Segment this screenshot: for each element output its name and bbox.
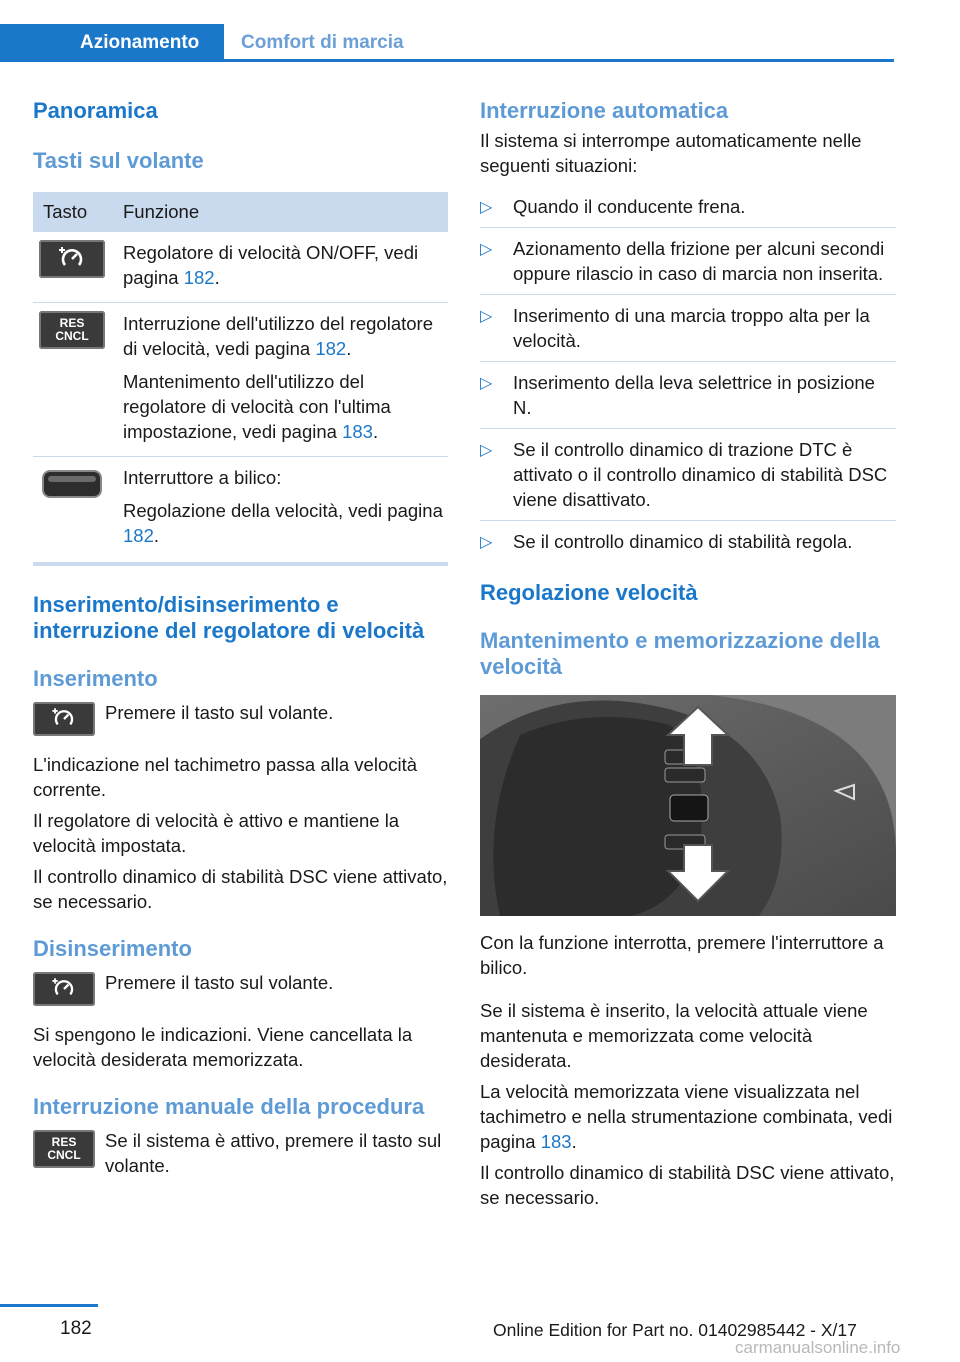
page-link[interactable]: 183 xyxy=(342,421,373,442)
table-cell-text: Interruzione dell'utilizzo del regolatore di velocità, vedi pagina 182. xyxy=(123,313,433,359)
table-header-funzione: Funzione xyxy=(117,192,448,232)
table-bottom-rule xyxy=(33,562,448,566)
paragraph: Si spengono le indicazioni. Viene cancellata la velocità desiderata memorizzata. xyxy=(33,1024,413,1070)
subsection-title-interruzione-manuale: Interruzione manuale della procedura xyxy=(33,1094,425,1119)
paragraph: Il regolatore di velocità è attivo e mantiene la velocità impostata. xyxy=(33,810,400,856)
table-header-row xyxy=(33,192,448,232)
paragraph: Il sistema si interrompe automaticamente nelle seguenti situazioni: xyxy=(480,130,862,176)
section-title-regolazione-velocita: Regolazione velocità xyxy=(480,580,698,605)
paragraph: Con la funzione interrotta, premere l'interruttore a bilico. xyxy=(480,932,884,978)
page-link[interactable]: 182 xyxy=(315,338,347,359)
table-cell-text: Regolatore di velocità ON/OFF, vedi pagina 182. xyxy=(123,242,419,288)
list-item: ▷ Inserimento di una marcia troppo alta per la velocità. xyxy=(480,295,896,362)
section-title-inserimento-disinserimento: Inserimento/disinserimento e interruzione del regolatore di velocità xyxy=(33,592,425,643)
paragraph: Il controllo dinamico di stabilità DSC viene attivato, se necessario. xyxy=(33,866,448,912)
tab-comfort-di-marcia[interactable]: Comfort di marcia xyxy=(241,32,404,53)
page-link[interactable]: 182 xyxy=(123,525,154,546)
triangle-bullet-icon: ▷ xyxy=(480,241,493,258)
header-tabs xyxy=(0,24,894,62)
paragraph: La velocità memorizzata viene visualizzata nel tachimetro e nella strumentazione combinata, vedi pagina 183. xyxy=(480,1081,893,1152)
table-cell-text: Regolazione della velocità, vedi pagina 182. xyxy=(123,500,443,546)
list-item: ▷ Quando il conducente frena. xyxy=(480,186,896,228)
table-row xyxy=(33,457,448,561)
res-cncl-icon: RES CNCL xyxy=(33,1130,95,1168)
left-column xyxy=(33,98,448,1178)
footer-rule xyxy=(0,1304,98,1307)
list-item: ▷ Se il controllo dinamico di stabilità regola. xyxy=(480,521,896,562)
paragraph: Il controllo dinamico di stabilità DSC viene attivato, se necessario. xyxy=(480,1162,895,1208)
list-item: ▷ Se il controllo dinamico di trazione DTC è attivato o il controllo dinamico di stabilità DSC viene disattivato. xyxy=(480,429,896,521)
table-cell-text: Interruttore a bilico: xyxy=(123,467,282,488)
steering-wheel-photo xyxy=(480,695,896,916)
subsection-title-mantenimento: Mantenimento e memorizzazione della velocità xyxy=(480,628,880,679)
subsection-title-disinserimento: Disinserimento xyxy=(33,936,192,961)
watermark: carmanualsonline.info xyxy=(735,1338,901,1357)
triangle-bullet-icon: ▷ xyxy=(480,308,493,325)
table-row xyxy=(33,232,448,303)
instruction-text: Premere il tasto sul volante. xyxy=(105,702,334,723)
cruise-control-icon xyxy=(39,240,105,278)
page-link[interactable]: 183 xyxy=(540,1131,572,1152)
triangle-bullet-icon: ▷ xyxy=(480,375,493,392)
instruction-text: Se il sistema è attivo, premere il tasto sul volante. xyxy=(105,1130,442,1176)
tab-azionamento[interactable]: Azionamento xyxy=(0,24,224,62)
icon-instruction-row xyxy=(33,700,448,736)
paragraph: Se il sistema è inserito, la velocità attuale viene mantenuta e memorizzata come velocità desiderata. xyxy=(480,1000,868,1071)
instruction-text: Premere il tasto sul volante. xyxy=(105,972,334,993)
triangle-bullet-icon: ▷ xyxy=(480,442,493,459)
rocker-switch-icon xyxy=(39,465,105,503)
icon-instruction-row xyxy=(33,970,448,1006)
page-number: 182 xyxy=(60,1318,92,1339)
res-cncl-icon: RES CNCL xyxy=(39,311,105,349)
subsection-title-interruzione-automatica: Interruzione automatica xyxy=(480,98,729,123)
cruise-control-icon xyxy=(33,972,95,1006)
subsection-title-inserimento: Inserimento xyxy=(33,666,158,691)
header-rule xyxy=(0,59,894,62)
right-column xyxy=(480,98,896,1210)
table-header-tasto: Tasto xyxy=(33,192,117,232)
triangle-bullet-icon: ▷ xyxy=(480,534,493,551)
subsection-title-tasti: Tasti sul volante xyxy=(33,148,204,173)
list-item: ▷ Inserimento della leva selettrice in posizione N. xyxy=(480,362,896,429)
triangle-bullet-icon: ▷ xyxy=(480,199,493,216)
table-row xyxy=(33,303,448,457)
bullet-list xyxy=(480,186,896,562)
table-cell-text: Mantenimento dell'utilizzo del regolatore di velocità con l'ultima impostazione, vedi pagina 183. xyxy=(123,371,391,442)
icon-instruction-row xyxy=(33,1128,448,1178)
keys-table xyxy=(33,192,448,560)
section-title-panoramica: Panoramica xyxy=(33,98,158,123)
page-link[interactable]: 182 xyxy=(183,267,215,288)
paragraph: L'indicazione nel tachimetro passa alla velocità corrente. xyxy=(33,754,418,800)
edition-text: Online Edition for Part no. 01402985442 - X/17 xyxy=(493,1320,857,1340)
list-item: ▷ Azionamento della frizione per alcuni secondi oppure rilascio in caso di marcia non inserita. xyxy=(480,228,896,295)
cruise-control-icon xyxy=(33,702,95,736)
